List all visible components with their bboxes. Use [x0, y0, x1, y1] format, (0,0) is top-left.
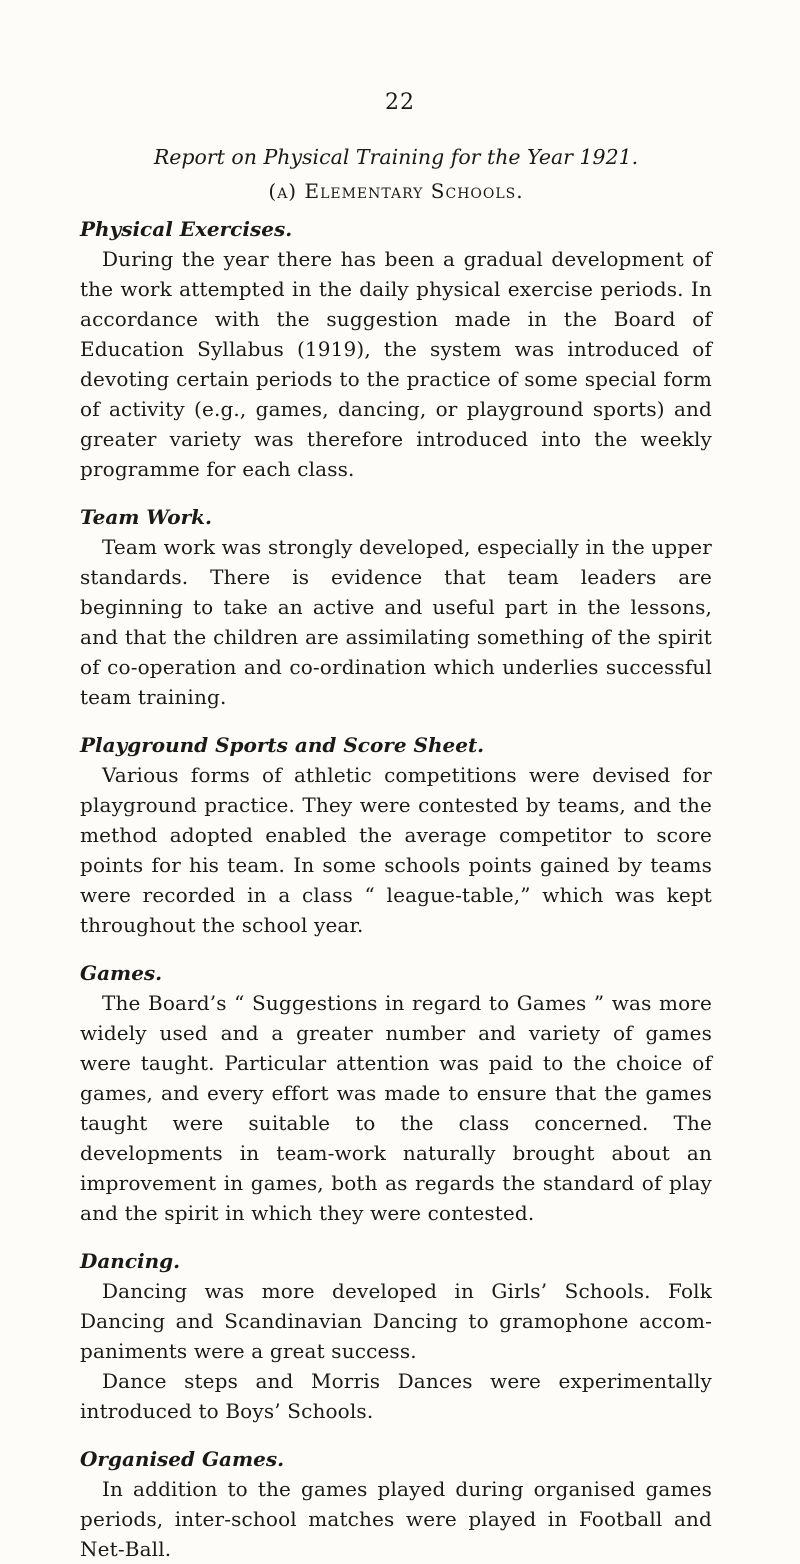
- section-paragraph: Dance steps and Morris Dances were experimentally introduced to Boys’ Schools.: [80, 1369, 712, 1423]
- section-organised-games: [80, 1444, 712, 1564]
- section-heading: Games.: [80, 961, 163, 985]
- section-physical-exercises: [80, 214, 712, 484]
- section-games: [80, 958, 712, 1228]
- section-paragraph: Dancing was more developed in Girls’ Schools. Folk Dancing and Scandinavian Dancing to gramophone accom- paniments were a great success.: [80, 1279, 712, 1363]
- report-subtitle: (a) Elementary Schools.: [268, 179, 524, 203]
- section-team-work: [80, 502, 712, 712]
- section-playground-sports: [80, 730, 712, 940]
- section-heading: Team Work.: [80, 505, 212, 529]
- section-heading: Playground Sports and Score Sheet.: [80, 733, 485, 757]
- section-paragraph: During the year there has been a gradual development of the work attempted in the daily physical exercise periods. In accordance with the suggestion made in the Board of Education Syllabus (1919), the system was introduced of devoting certain periods to the practice of some special form of activity (e.g., games, dancing, or playground sports) and greater variety was therefore introduced into the weekly programme for each class.: [80, 247, 712, 481]
- section-paragraph: Team work was strongly developed, especially in the upper standards. There is evidence that team leaders are beginning to take an active and useful part in the lessons, and that the children are assimilating something of the spirit of co-operation and co-ordination which underlies successful team training.: [80, 535, 712, 709]
- section-paragraph: In addition to the games played during organised games periods, inter-school matches were played in Football and Net-Ball.: [80, 1477, 712, 1561]
- section-paragraph: The Board’s “ Suggestions in regard to Games ” was more widely used and a greater number and variety of games were taught. Particular attention was paid to the choice of games, and every effort was made to ensure that the games taught were suitable to the class concerned. The developments in team-work naturally brought about an improvement in games, both as regards the standard of play and the spirit in which they were contested.: [80, 991, 712, 1225]
- section-heading: Dancing.: [80, 1249, 181, 1273]
- section-heading: Organised Games.: [80, 1447, 285, 1471]
- section-heading: Physical Exercises.: [80, 217, 293, 241]
- section-dancing: [80, 1246, 712, 1426]
- page-number: 22: [385, 90, 415, 115]
- page-content: [80, 142, 712, 1564]
- report-title: Report on Physical Training for the Year 1921.: [153, 145, 639, 169]
- section-paragraph: Various forms of athletic competitions were devised for playground practice. They were contested by teams, and the method adopted enabled the average competitor to score points for his team. In some schools points gained by teams were recorded in a class “ league-table,” which was kept throughout the school year.: [80, 763, 712, 937]
